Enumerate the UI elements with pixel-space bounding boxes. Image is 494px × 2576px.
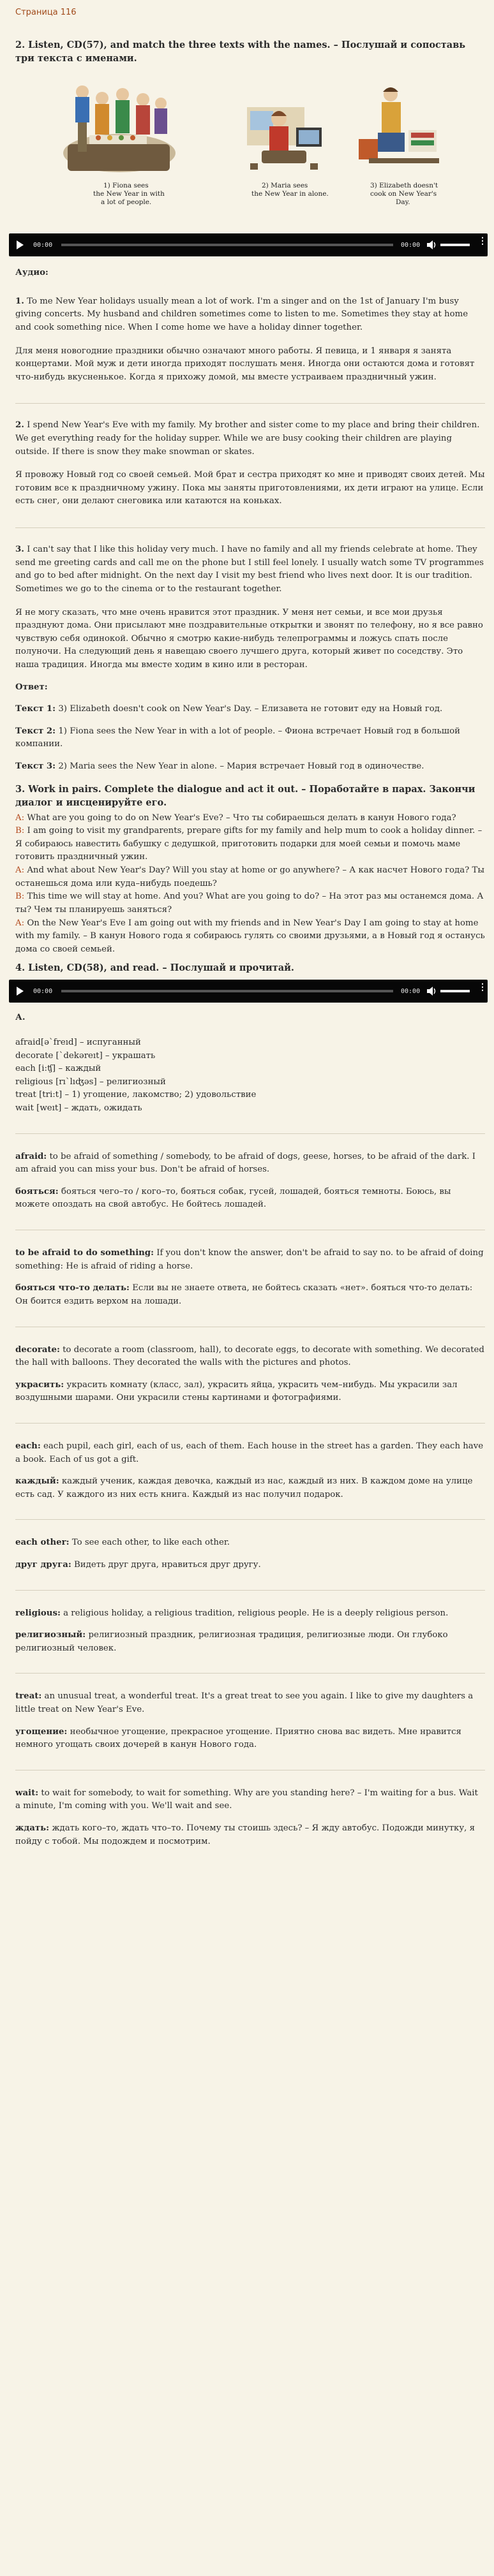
text-1-en (15, 295, 485, 335)
divider (15, 1423, 485, 1424)
vocab-label: А. (15, 1013, 26, 1023)
answer-2-label: Текст 2: (15, 726, 56, 736)
definition-each-other (15, 1536, 485, 1571)
definition-en-text: to wait for somebody, to wait for something. Why are you standing here? – I'm waiting for a bus. Wait a minute, I'm coming with you. We'll wait and see. (15, 1788, 478, 1811)
caption-3-line-1: 3) Elizabeth doesn't (370, 182, 438, 190)
speaker-label: A: (15, 813, 25, 823)
dialogue-text: And what about New Year's Day? Will you stay at home or go anywhere? – А как насчет Нового года? Ты останешься дома или куда–нибудь поедешь? (15, 865, 484, 888)
divider (15, 527, 485, 528)
task-4-title: 4. Listen, CD(58), and read. – Послушай и прочитай. (15, 962, 294, 974)
divider (15, 403, 485, 404)
term: угощение: (15, 1726, 68, 1737)
dialogue-text: I am going to visit my grandparents, prepare gifts for my family and help mum to cook a holiday dinner. – Я собираюсь навестить бабушку с дедушкой, приготовить подарки для моей семьи и помочь маме готовить праздничный ужин. (15, 826, 483, 862)
term: wait: (15, 1788, 39, 1798)
task-2-illustration (59, 69, 454, 217)
definition-afraid (15, 1151, 485, 1212)
definition-each (15, 1440, 485, 1501)
volume-slider[interactable] (440, 244, 470, 246)
definition-ru-text: ждать кого–то, ждать что–то. Почему ты стоишь здесь? – Я жду автобус. Подожди минутку, я пойду с тобой. Мы подождем и посмотрим. (15, 1823, 475, 1846)
text-2-en-body: I spend New Year's Eve with my family. My brother and sister come to my place and bring their children. We get everything ready for the holiday supper. While we are busy cooking their children are playing outside. If there is snow they make snowman or skates. (15, 420, 480, 457)
definition-en-text: to be afraid of something / somebody, to be afraid of dogs, geese, horses, to be afraid of the dark. I am afraid you can miss your bus. Don't be afraid of horses. (15, 1151, 476, 1175)
speaker-label: A: (15, 865, 25, 876)
current-time: 00:00 (33, 988, 53, 996)
definition-ru (15, 1726, 485, 1752)
definition-en-text: If you don't know the answer, don't be afraid to say no. to be afraid of doing something: He is afraid of riding a horse. (15, 1248, 484, 1271)
definition-en (15, 1440, 485, 1466)
caption-3-line-3: Day. (396, 198, 410, 207)
definition-en-text: each pupil, each girl, each of us, each of them. Each house in the street has a garden. They each have a book. Each of us got a gift. (15, 1441, 484, 1464)
dialogue-line (15, 864, 485, 890)
more-options-icon[interactable]: ⋮ (478, 982, 487, 993)
term: бояться что-то делать: (15, 1283, 130, 1293)
vocab-item: religious [rı`lıʤəs] – религиозный (15, 1077, 166, 1087)
definition-en-text: To see each other, to like each other. (71, 1538, 230, 1548)
dialogue-line (15, 890, 485, 916)
term: to be afraid to do something: (15, 1248, 154, 1258)
term: each: (15, 1441, 41, 1451)
duration-time: 00:00 (401, 242, 421, 249)
audio-label: Аудио: (15, 268, 49, 278)
answer-1-text: 3) Elizabeth doesn't cook on New Year's Day. – Елизавета не готовит еду на Новый год. (58, 704, 443, 714)
definition-en-text: to decorate a room (classroom, hall), to decorate eggs, to decorate with something. We decorated the hall with balloons. They decorated the walls with the pictures and photos. (15, 1344, 484, 1368)
text-2-number: 2. (15, 420, 24, 431)
duration-time: 00:00 (401, 988, 421, 996)
definition-ru-text: бояться чего–то / кого–то, бояться собак, гусей, лошадей, бояться темноты. Боюсь, вы можете опоздать на свой автобус. Не бойтесь лошадей. (15, 1186, 451, 1210)
picture-fiona (63, 85, 176, 172)
answer-2-text: 1) Fiona sees the New Year in with a lot of people. – Фиона встречает Новый год в большой компании. (15, 726, 460, 749)
definition-religious (15, 1607, 485, 1656)
definition-en (15, 1344, 485, 1370)
text-3 (15, 543, 485, 672)
definition-ru (15, 1822, 485, 1848)
more-options-icon[interactable]: ⋮ (478, 236, 487, 247)
illustration-svg (59, 69, 454, 217)
caption-2-line-1: 2) Maria sees (262, 182, 308, 190)
term: украсить: (15, 1380, 64, 1390)
dialogue-line (15, 812, 485, 825)
speaker-label: B: (15, 892, 25, 902)
progress-bar[interactable] (61, 990, 393, 992)
divider (15, 1133, 485, 1134)
term: religious: (15, 1608, 61, 1618)
definition-ru-text: Если вы не знаете ответа, не бойтесь сказать «нет». бояться что-то делать: Он боится ездить верхом на лошади. (15, 1283, 473, 1306)
definition-ru (15, 1379, 485, 1405)
definition-afraid-to-do (15, 1247, 485, 1308)
dialogue-text: What are you going to do on New Year's Eve? – Что ты собираешься делать в канун Нового года? (27, 813, 456, 823)
definition-ru-text: необычное угощение, прекрасное угощение. Приятно снова вас видеть. Мне нравится немного угощать своих дочерей в канун Нового года. (15, 1726, 461, 1750)
vocab-item: each [i:ʧ] – каждый (15, 1064, 101, 1074)
page-number: Страница 116 (15, 8, 77, 17)
caption-1-line-2: the New Year in with (93, 190, 165, 198)
definition-ru-text: религиозный праздник, религиозная традиция, религиозные люди. Он глубоко религиозный человек. (15, 1630, 448, 1653)
vocab-item: afraid[ə`freıd] – испуганный (15, 1037, 141, 1047)
vocab-item: treat [tri:t] – 1) угощение, лакомство; 2) удовольствие (15, 1090, 257, 1100)
vocab-item: wait [weıt] – ждать, ожидать (15, 1103, 142, 1114)
term: treat: (15, 1691, 42, 1702)
text-2-en (15, 419, 485, 459)
volume-icon[interactable] (426, 986, 436, 996)
answers (15, 681, 485, 774)
dialogue-text: This time we will stay at home. And you? What are you going to do? – На этот раз мы останемся дома. А ты? Чем ты планируешь заняться? (15, 892, 484, 915)
play-icon[interactable] (17, 987, 24, 996)
text-1-ru: Для меня новогодние праздники обычно означают много работы. Я певица, и 1 января я занята концертами. Мой муж и дети иногда приходят послушать меня. Иногда они остаются дома и готовят что-нибудь вкусненькое. Когда я прихожу домой, мы вместе устраиваем праздничный ужин. (15, 346, 475, 382)
term: друг друга: (15, 1560, 71, 1570)
definition-treat (15, 1690, 485, 1751)
term: each other: (15, 1538, 70, 1548)
picture-elizabeth (359, 87, 439, 163)
volume-icon[interactable] (426, 240, 436, 250)
definition-en (15, 1787, 485, 1813)
definition-en (15, 1247, 485, 1273)
definition-wait (15, 1787, 485, 1848)
answer-1-label: Текст 1: (15, 704, 56, 714)
audio-player-2 (9, 980, 488, 1003)
volume-slider[interactable] (440, 990, 470, 992)
dialogue-line (15, 917, 485, 957)
answer-3-label: Текст 3: (15, 762, 56, 772)
speaker-label: A: (15, 918, 25, 928)
progress-bar[interactable] (61, 244, 393, 246)
text-1 (15, 295, 485, 385)
term: каждый: (15, 1476, 59, 1487)
dialogue (15, 812, 485, 957)
answer-label: Ответ: (15, 682, 48, 692)
definition-ru (15, 1186, 485, 1212)
text-3-en-body: I can't say that I like this holiday very much. I have no family and all my friends celebrate at home. They send me greeting cards and call me on the phone but I still feel lonely. I usually watch some TV programmes and go to bed after midnight. On the next day I visit my best friend who lives next door. It is our tradition. Sometimes we go to the cinema or to the restaurant together. (15, 545, 484, 594)
current-time: 00:00 (33, 242, 53, 249)
play-icon[interactable] (17, 240, 24, 249)
definition-ru (15, 1559, 485, 1572)
definition-en (15, 1690, 485, 1716)
answer-1 (15, 703, 485, 716)
definition-ru-text: Видеть друг друга, нравиться друг другу. (74, 1560, 261, 1570)
term: afraid: (15, 1151, 47, 1161)
dialogue-text: On the New Year's Eve I am going out with my friends and in New Year's Day I am going to stay at home with my family. – В канун Нового года я собираюсь гулять со своими друзьями, а в Новый год я останусь дома со своей семьей. (15, 918, 485, 954)
text-1-number: 1. (15, 296, 24, 306)
task-2-title: 2. Listen, CD(57), and match the three texts with the names. – Послушай и сопоставь три текста с именами. (15, 40, 466, 64)
caption-2-line-2: the New Year in alone. (251, 190, 329, 198)
dialogue-line (15, 825, 485, 864)
speaker-label: B: (15, 826, 25, 836)
answer-3 (15, 760, 485, 774)
caption-1-line-1: 1) Fiona sees (103, 182, 149, 190)
text-3-ru: Я не могу сказать, что мне очень нравится этот праздник. У меня нет семьи, и все мои друзья празднуют дома. Они присылают мне поздравительные открытки и звонят по телефону, но я все равно чувствую себя одинокой. Обычно я смотрю какие-нибудь телепрограммы и ложусь спать после полуночи. На следующий день я навещаю своего лучшего друга, который живет по соседству. Это наша традиция. Иногда мы вместе ходим в кино или в ресторан. (15, 607, 483, 670)
definition-en (15, 1607, 485, 1621)
definition-ru (15, 1282, 485, 1308)
vocab-item: decorate [`dekəreıt] – украшать (15, 1050, 156, 1061)
audio-player-1 (9, 233, 488, 256)
definition-ru-text: каждый ученик, каждая девочка, каждый из нас, каждый из них. В каждом доме на улице есть сад. У каждого из них есть книга. Каждый из нас получил подарок. (15, 1476, 473, 1499)
divider (15, 1519, 485, 1520)
divider (15, 1590, 485, 1591)
definition-decorate (15, 1344, 485, 1405)
caption-1-line-3: a lot of people. (101, 198, 152, 207)
definition-ru-text: украсить комнату (класс, зал), украсить яйца, украсить чем–нибудь. Мы украсили зал воздушными шарами. Они украсили стены картинами и фотографиями. (15, 1380, 458, 1403)
answer-3-text: 2) Maria sees the New Year in alone. – Мария встречает Новый год в одиночестве. (58, 762, 424, 772)
vocabulary-list (15, 1036, 485, 1115)
term: ждать: (15, 1823, 50, 1834)
text-1-en-body: To me New Year holidays usually mean a lot of work. I'm a singer and on the 1st of January I'm busy giving concerts. My husband and children sometimes come to listen to me. Sometimes they stay at home and cook something nice. When I come home we have a holiday dinner together. (15, 296, 468, 332)
divider (15, 1673, 485, 1674)
text-2 (15, 419, 485, 508)
text-3-number: 3. (15, 545, 24, 555)
text-3-en (15, 543, 485, 596)
picture-maria (247, 107, 322, 170)
definition-en-text: an unusual treat, a wonderful treat. It's a great treat to see you again. I like to give my daughters a little treat on New Year's Eve. (15, 1691, 474, 1715)
term: бояться: (15, 1186, 59, 1196)
definition-en-text: a religious holiday, a religious tradition, religious people. He is a deeply religious person. (63, 1608, 449, 1618)
term: decorate: (15, 1344, 60, 1355)
answer-2 (15, 725, 485, 751)
task-3-title: 3. Work in pairs. Complete the dialogue and act it out. – Поработайте в парах. Закончи диалог и инсценируйте его. (15, 783, 475, 808)
definition-ru (15, 1475, 485, 1501)
caption-3-line-2: cook on New Year's (370, 190, 437, 198)
definition-en (15, 1151, 485, 1177)
text-2-ru: Я провожу Новый год со своей семьей. Мой брат и сестра приходят ко мне и приводят своих детей. Мы готовим все к праздничному ужину. Пока мы заняты приготовлениями, их дети играют на улице. Если есть снег, они делают снеговика или катаются на коньках. (15, 470, 485, 506)
term: религиозный: (15, 1630, 86, 1640)
definition-en (15, 1536, 485, 1550)
definition-ru (15, 1629, 485, 1655)
